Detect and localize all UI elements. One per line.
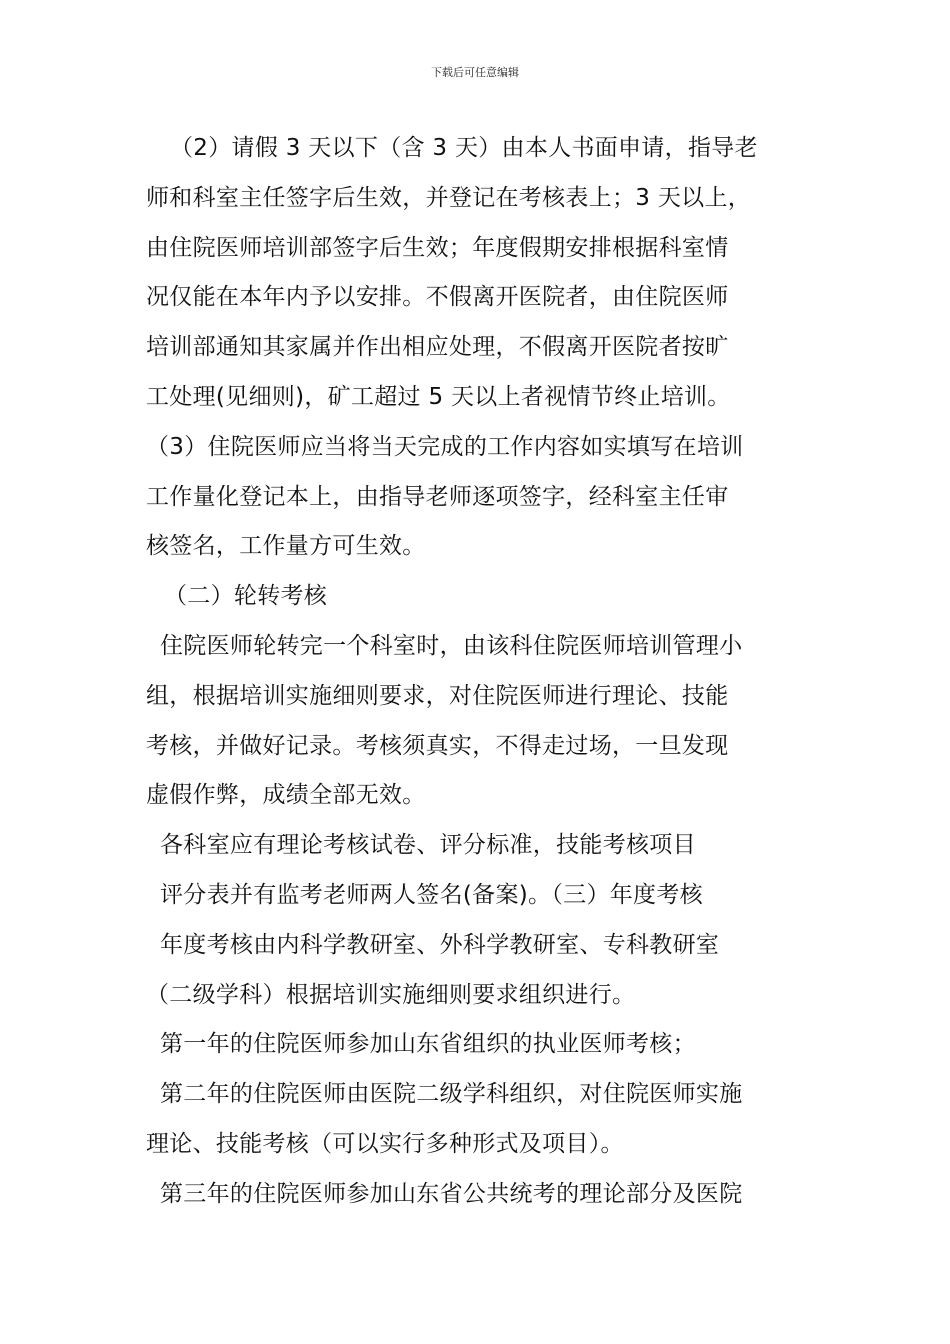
paragraph-line: 师和科室主任签字后生效，并登记在考核表上；3 天以上， — [146, 184, 752, 211]
paragraph-line: 各科室应有理论考核试卷、评分标准，技能考核项目 — [160, 832, 696, 859]
paragraph-line: 工作量化登记本上，由指导老师逐项签字，经科室主任审 — [146, 483, 729, 510]
paragraph-line: 理论、技能考核（可以实行多种形式及项目）。 — [146, 1130, 624, 1157]
paragraph-line: 况仅能在本年内予以安排。不假离开医院者，由住院医师 — [146, 284, 729, 311]
page-header: 下载后可任意编辑 — [431, 66, 519, 79]
section-heading: （二）轮转考核 — [164, 583, 328, 610]
paragraph-line: 第三年的住院医师参加山东省公共统考的理论部分及医院 — [160, 1180, 743, 1207]
paragraph-line: 第二年的住院医师由医院二级学科组织，对住院医师实施 — [160, 1081, 743, 1108]
paragraph-line: 考核，并做好记录。考核须真实，不得走过场，一旦发现 — [146, 732, 729, 759]
paragraph-line: 组，根据培训实施细则要求，对住院医师进行理论、技能 — [146, 682, 729, 709]
paragraph-line: 由住院医师培训部签字后生效；年度假期安排根据科室情 — [146, 234, 729, 261]
paragraph-line: 核签名，工作量方可生效。 — [146, 533, 426, 560]
paragraph-line: （2）请假 3 天以下（含 3 天）由本人书面申请，指导老 — [170, 135, 758, 161]
paragraph-line: （3）住院医师应当将当天完成的工作内容如实填写在培训 — [146, 433, 744, 460]
paragraph-line: 评分表并有监考老师两人签名(备案)。（三）年度考核 — [160, 881, 703, 908]
paragraph-line: 年度考核由内科学教研室、外科学教研室、专科教研室 — [160, 931, 720, 958]
paragraph-line: 工处理(见细则)，矿工超过 5 天以上者视情节终止培训。 — [146, 383, 731, 410]
document-body — [146, 128, 816, 1224]
paragraph-line: （二级学科）根据培训实施细则要求组织进行。 — [146, 981, 636, 1008]
paragraph-line: 培训部通知其家属并作出相应处理，不假离开医院者按旷 — [146, 334, 729, 361]
paragraph-line: 虚假作弊，成绩全部无效。 — [146, 782, 426, 809]
paragraph-line: 住院医师轮转完一个科室时，由该科住院医师培训管理小 — [160, 632, 743, 659]
paragraph-line: 第一年的住院医师参加山东省组织的执业医师考核； — [160, 1031, 696, 1058]
